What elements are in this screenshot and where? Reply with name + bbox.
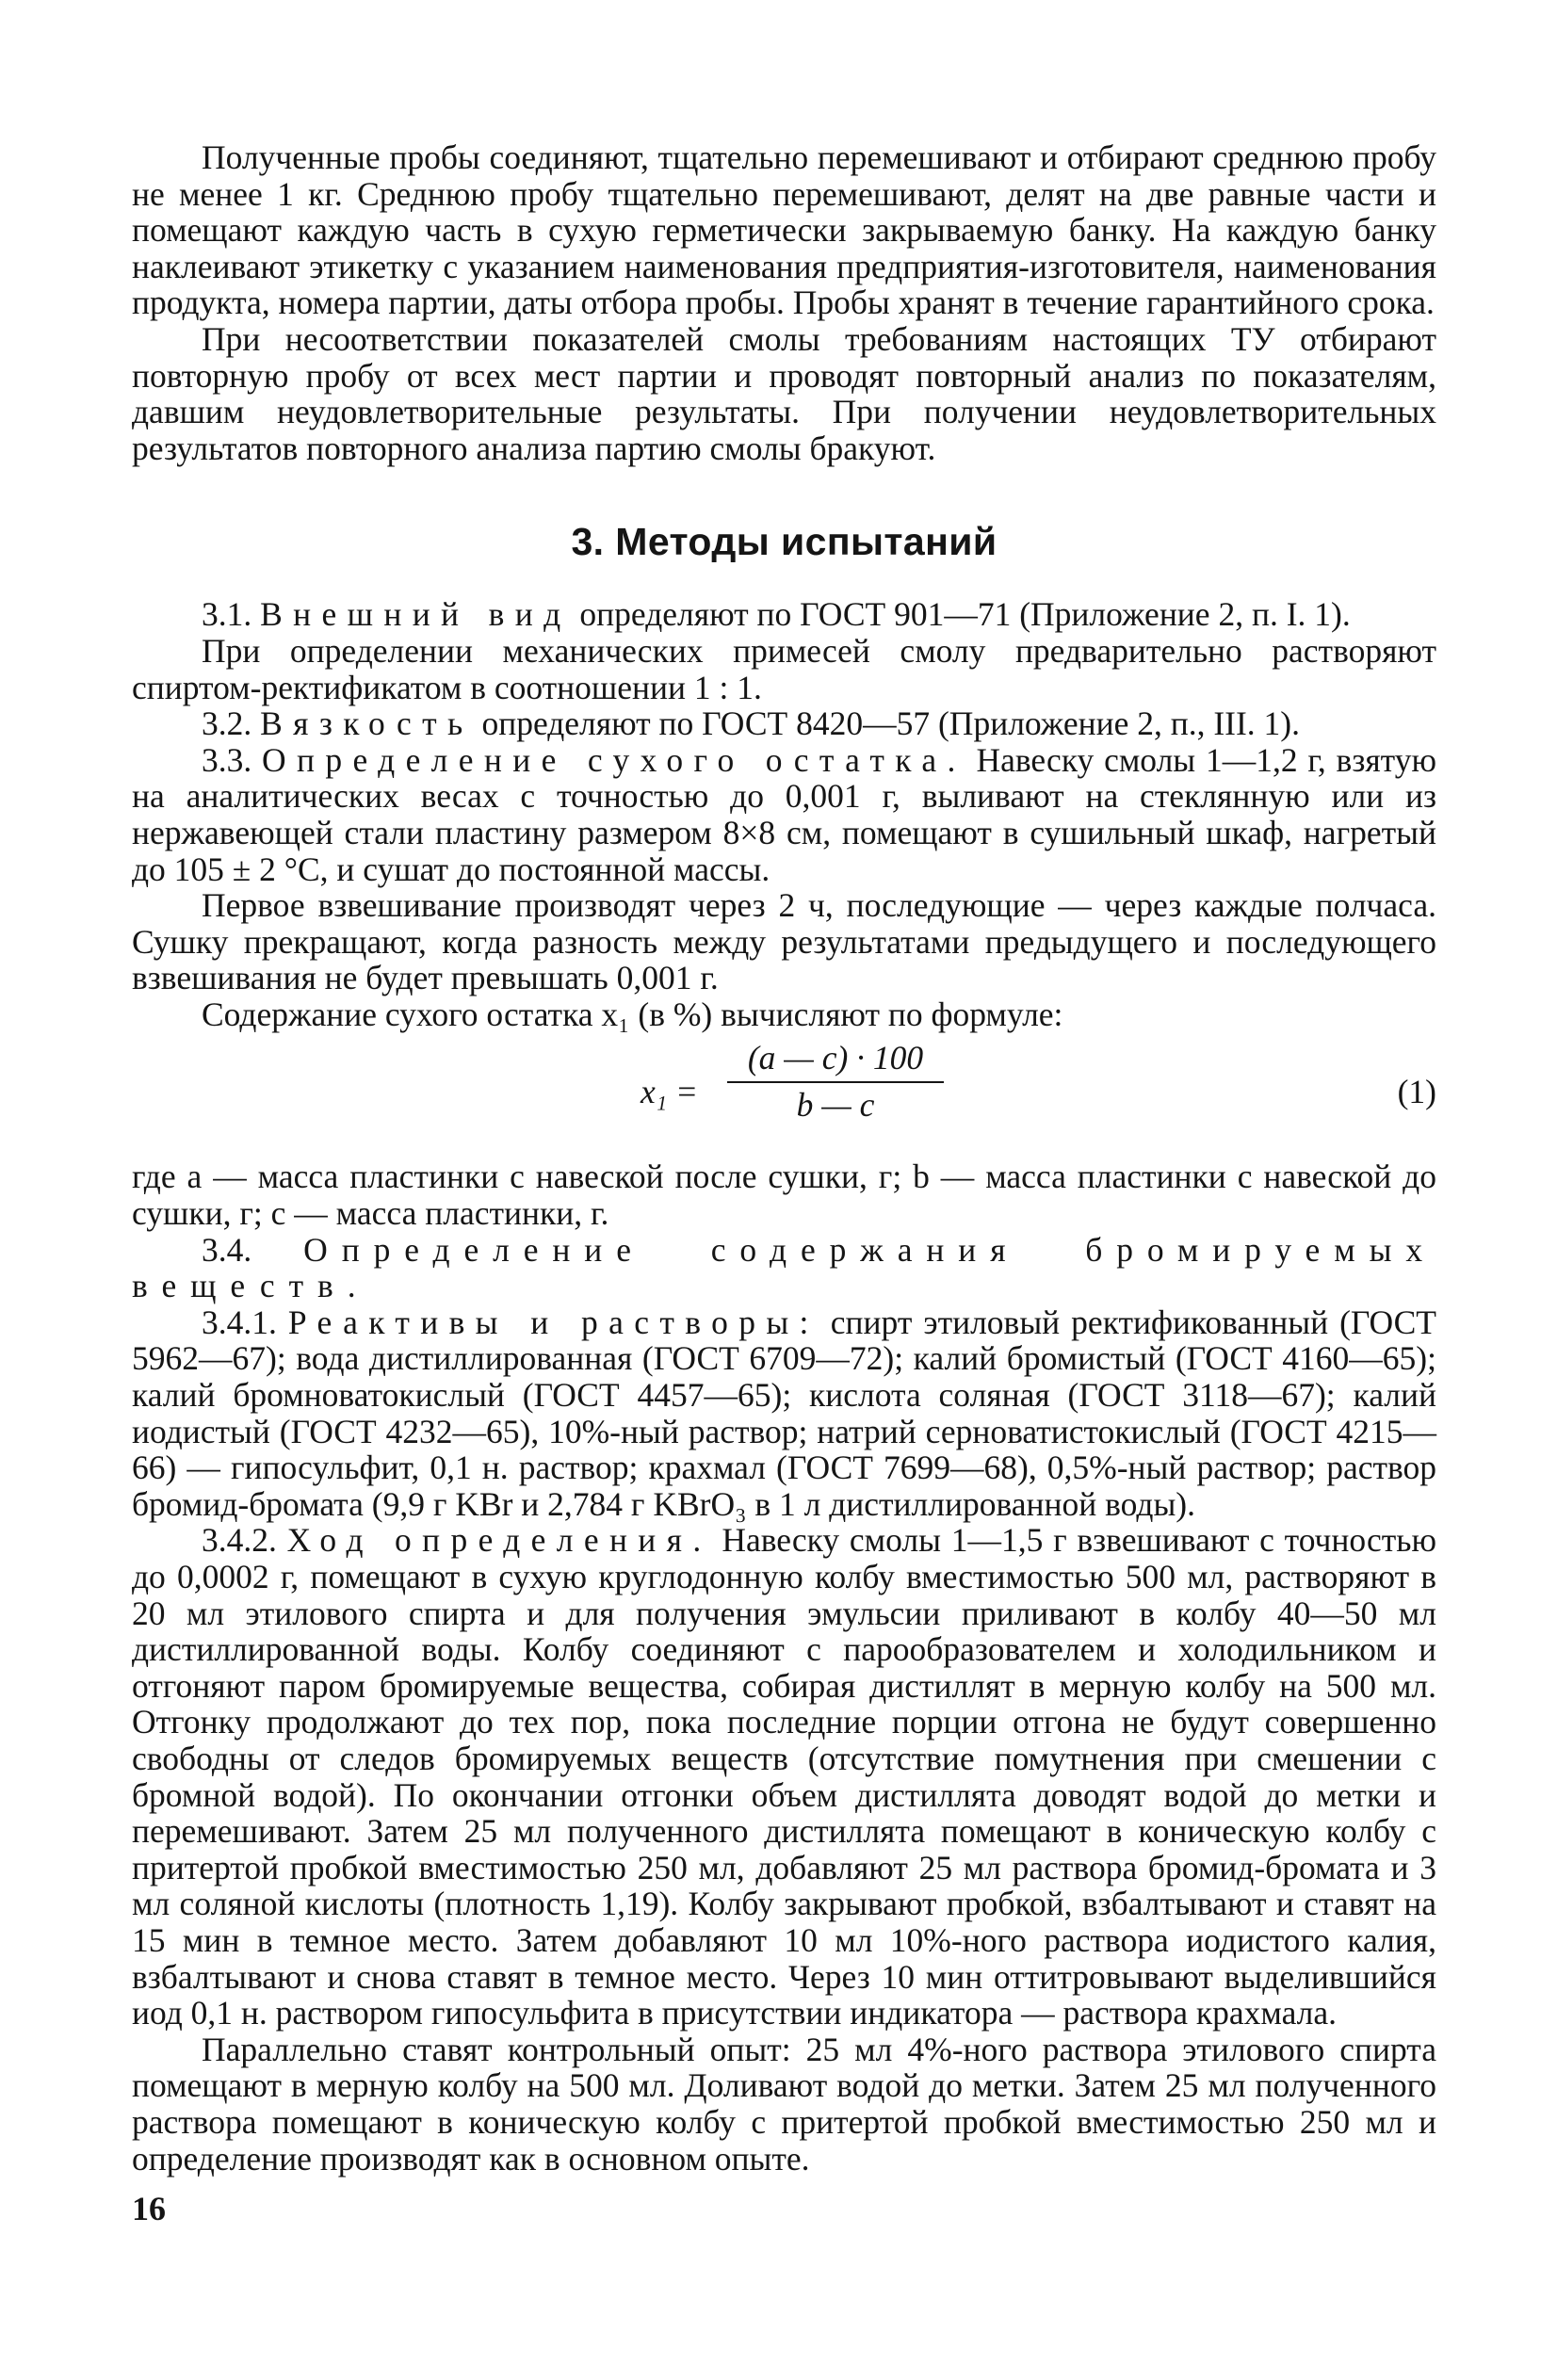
page-number: 16 (132, 2190, 166, 2227)
clause-3-3-formula-intro: Содержание сухого остатка x₁ (в %) вычисляют по формуле: (202, 995, 1063, 1033)
clause-number: 3.4.2. (202, 1521, 277, 1560)
formula-block (132, 1040, 1436, 1155)
formula-lhs: x₁ = (641, 1073, 698, 1111)
clause-3-3 (132, 742, 1436, 887)
clause-term: Вязкость (260, 704, 474, 743)
section-title: 3. Методы испытаний (571, 520, 997, 564)
formula-fraction (727, 1040, 944, 1124)
clause-3-4-1 (132, 1304, 1436, 1523)
clause-text: спирт этиловый ректификованный (ГОСТ 5962—67); вода дистиллированная (ГОСТ 6709—72); калий бромистый (ГОСТ 4160—65); калий бромноватокислый (ГОСТ 4457—65); кислота соляная (ГОСТ 3118—67); калий иодистый (ГОСТ 4232—65), 10%-ный раствор; натрий серноватистокислый (ГОСТ 4215—66) — гипосульфит, 0,1 н. раствор; крахмал (ГОСТ 7699—68), 0,5%-ный раствор; раствор бромид-бромата (9,9 г KBr и 2,784 г KBrO₃ в 1 л дистиллированной воды). (132, 1303, 1436, 1523)
clause-text: определяют по ГОСТ 8420—57 (Приложение 2, п., III. 1). (473, 704, 1301, 743)
document-body (132, 139, 1436, 2177)
clause-term: Определение содержания бромируемых веществ. (132, 1230, 1437, 1305)
fraction-bar (727, 1081, 944, 1083)
clause-3-2 (132, 705, 1436, 742)
clause-text: Навеску смолы 1—1,2 г, взятую на аналитических весах с точностью до 0,001 г, выливают на стеклянную или из нержавеющей стали пластину размером 8×8 см, помещают в сушильный шкаф, нагретый до 105 ± 2 °С, и сушат до постоянной массы. (132, 740, 1436, 888)
clause-text: Навеску смолы 1—1,5 г взвешивают с точностью до 0,0002 г, помещают в сухую круглодонную колбу вместимостью 500 мл, растворяют в 20 мл этилового спирта и для получения эмульсии приливают в колбу 40—50 мл дистиллированной воды. Колбу соединяют с парообразователем и холодильником и отгоняют паром бромируемые вещества, собирая дистиллят в мерную колбу на 500 мл. Отгонку продолжают до тех пор, пока последние порции отгона не будут совершенно свободны от следов бромируемых веществ (отсутствие помутнения при смешении с бромной водой). По окончании отгонки объем дистиллята доводят водой до метки и перемешивают. Затем 25 мл полученного дистиллята помещают в коническую колбу с притертой пробкой вместимостью 250 мл, добавляют 25 мл раствора бромид-бромата и 3 мл соляной кислоты (плотность 1,19). Колбу закрывают пробкой, взбалтывают и ставят на 15 мин в темное место. Затем добавляют 10 мл 10%-ного раствора иодистого калия, взбалтывают и снова ставят в темное место. Через 10 мин оттитровывают выделившийся иод 0,1 н. раствором гипосульфита в присутствии индикатора — раствора крахмала. (132, 1521, 1437, 2032)
paragraph-retest: При несоответствии показателей смолы требованиям настоящих ТУ отбирают повторную пробу от всех мест партии и проводят повторный анализ по показателям, давшим неудовлетворительные результаты. При получении неудовлетворительных результатов повторного анализа партию смолы бракуют. (132, 319, 1436, 467)
clause-term: Внешний вид (260, 595, 572, 634)
clause-3-1 (132, 596, 1436, 633)
clause-text: определяют по ГОСТ 901—71 (Приложение 2, п. I. 1). (571, 595, 1351, 634)
clause-number: 3.3. (202, 740, 252, 779)
clause-number: 3.4.1. (202, 1303, 277, 1341)
clause-term: Реактивы и растворы: (287, 1303, 819, 1341)
clause-number: 3.2. (202, 704, 252, 743)
clause-number: 3.1. (202, 595, 252, 634)
formula-number: (1) (1397, 1073, 1436, 1111)
paragraph-sampling: Полученные пробы соединяют, тщательно перемешивают и отбирают среднюю пробу не менее 1 кг. Среднюю пробу тщательно перемешивают, делят на две равные части и помещают каждую часть в сухую герметически закрываемую банку. На каждую банку наклеивают этикетку с указанием наименования предприятия-изготовителя, наименования продукта, номера партии, даты отбора пробы. Пробы хранят в течение гарантийного срока. (132, 138, 1436, 322)
clause-3-1-note: При определении механических примесей смолу предварительно растворяют спиртом-ректификатом в соотношении 1 : 1. (132, 631, 1436, 706)
formula-denominator: b — c (796, 1086, 875, 1125)
clause-3-4-2 (132, 1522, 1436, 2031)
clause-term: Ход определения. (286, 1521, 712, 1560)
clause-3-4 (132, 1232, 1436, 1304)
clause-number: 3.4. (202, 1230, 252, 1269)
formula-legend: где a — масса пластинки с навеской после сушки, г; b — масса пластинки с навеской до сушки, г; c — масса пластинки, г. (132, 1158, 1436, 1233)
formula-numerator: (a — c) · 100 (747, 1039, 924, 1077)
clause-3-3-weighing: Первое взвешивание производят через 2 ч, последующие — через каждые полчаса. Сушку прекращают, когда разность между результатами предыдущего и последующего взвешивания не будет превышать 0,001 г. (132, 886, 1436, 997)
clause-3-4-2-control: Параллельно ставят контрольный опыт: 25 мл 4%-ного раствора этилового спирта помещают в мерную колбу на 500 мл. Доливают водой до метки. Затем 25 мл полученного раствора помещают в коническую колбу с притертой пробкой вместимостью 250 мл и определение производят как в основном опыте. (132, 2030, 1436, 2178)
clause-term: Определение сухого остатка. (262, 740, 966, 779)
